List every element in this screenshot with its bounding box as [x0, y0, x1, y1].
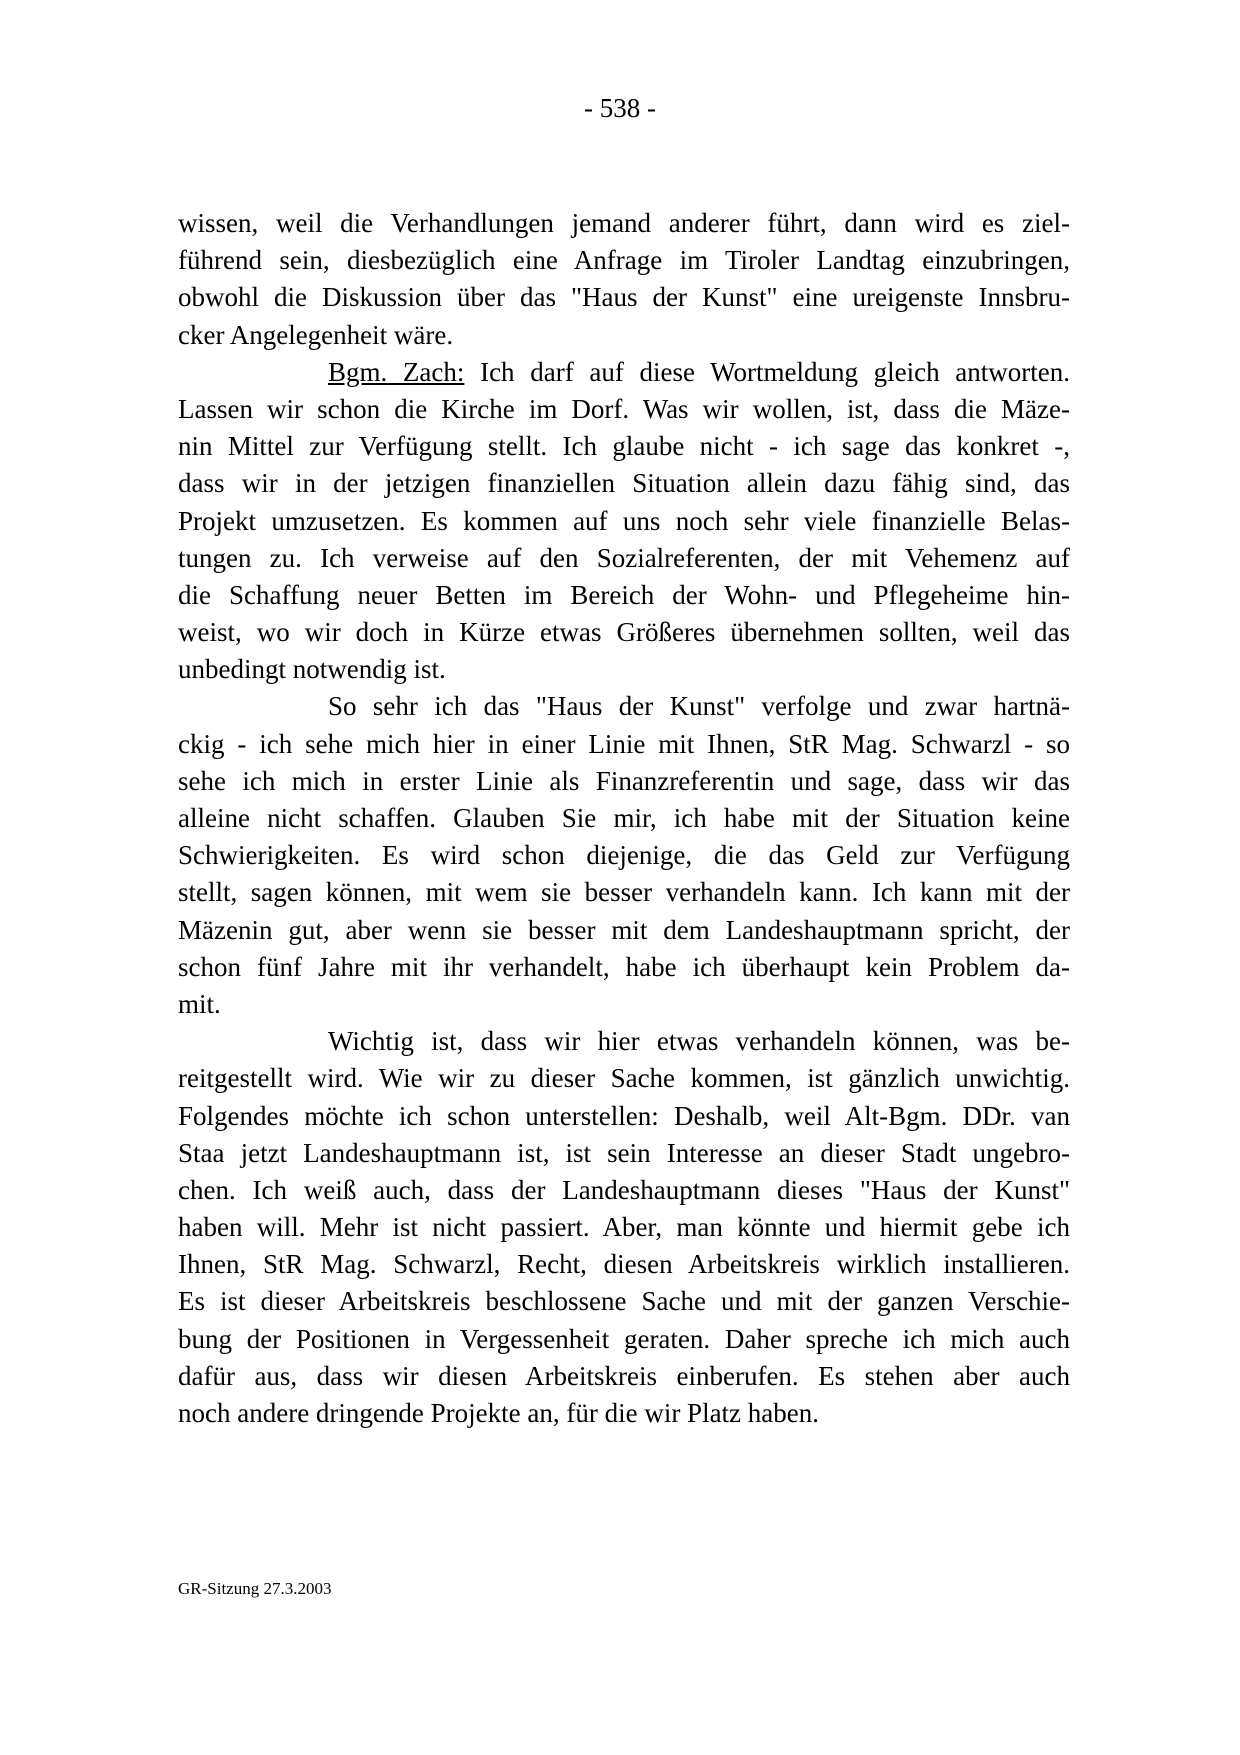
text-line: wissen, weil die Verhandlungen jemand anderer führt, dann wird es ziel-: [178, 208, 1070, 238]
text-line: tungen zu. Ich verweise auf den Sozialreferenten, der mit Vehemenz auf: [178, 542, 1070, 573]
text-line: Wichtig ist, dass wir hier etwas verhandeln können, was be-: [328, 1026, 1070, 1057]
text-line: chen. Ich weiß auch, dass der Landeshauptmann dieses "Haus der Kunst": [178, 1174, 1070, 1205]
footer-session-date: GR-Sitzung 27.3.2003: [178, 1579, 332, 1598]
text-line: die Schaffung neuer Betten im Bereich der Wohn- und Pflegeheime hin-: [178, 579, 1070, 610]
text-line: weist, wo wir doch in Kürze etwas Größeres übernehmen sollten, weil das: [178, 617, 1070, 648]
page-number: - 538 -: [584, 93, 656, 123]
text-line: So sehr ich das "Haus der Kunst" verfolge und zwar hartnä-: [328, 691, 1070, 722]
text-line: führend sein, diesbezüglich eine Anfrage im Tiroler Landtag einzubringen,: [178, 245, 1070, 276]
text-line: Projekt umzusetzen. Es kommen auf uns noch sehr viele finanzielle Belas-: [178, 505, 1070, 536]
text-line: nin Mittel zur Verfügung stellt. Ich glaube nicht - ich sage das konkret -,: [178, 431, 1070, 462]
text-line: cker Angelegenheit wäre.: [178, 319, 454, 350]
text-line: alleine nicht schaffen. Glauben Sie mir, ich habe mit der Situation keine: [178, 803, 1070, 833]
text-line: ckig - ich sehe mich hier in einer Linie mit Ihnen, StR Mag. Schwarzl - so: [178, 728, 1070, 759]
text-line: Lassen wir schon die Kirche im Dorf. Was wir wollen, ist, dass die Mäze-: [178, 393, 1070, 424]
text-line: Schwierigkeiten. Es wird schon diejenige, die das Geld zur Verfügung: [178, 840, 1070, 871]
text-line: Mäzenin gut, aber wenn sie besser mit dem Landeshauptmann spricht, der: [178, 914, 1070, 945]
text-line: Ihnen, StR Mag. Schwarzl, Recht, diesen Arbeitskreis wirklich installieren.: [178, 1249, 1070, 1280]
text-line: mit.: [178, 988, 221, 1019]
body-text: [178, 205, 1070, 1432]
speaker-line: [178, 354, 1070, 391]
text-line: dass wir in der jetzigen finanziellen Situation allein dazu fähig sind, das: [178, 468, 1070, 499]
text-line: haben will. Mehr ist nicht passiert. Aber, man könnte und hiermit gebe ich: [178, 1212, 1070, 1243]
text-line: obwohl die Diskussion über das "Haus der Kunst" eine ureigenste Innsbru-: [178, 282, 1070, 313]
text-line: Folgendes möchte ich schon unterstellen: Deshalb, weil Alt-Bgm. DDr. van: [178, 1100, 1070, 1131]
text-line: noch andere dringende Projekte an, für die wir Platz haben.: [178, 1398, 820, 1428]
text-line: reitgestellt wird. Wie wir zu dieser Sache kommen, ist gänzlich unwichtig.: [178, 1063, 1070, 1094]
text-line: schon fünf Jahre mit ihr verhandelt, habe ich überhaupt kein Problem da-: [178, 951, 1070, 982]
text-line: Staa jetzt Landeshauptmann ist, ist sein Interesse an dieser Stadt ungebro-: [178, 1137, 1070, 1168]
text-line: stellt, sagen können, mit wem sie besser verhandeln kann. Ich kann mit der: [178, 877, 1070, 908]
text-span: Ich darf auf diese Wortmeldung gleich antworten.: [464, 356, 1070, 387]
text-line: dafür aus, dass wir diesen Arbeitskreis einberufen. Es stehen aber auch: [178, 1360, 1070, 1391]
speaker-name: Bgm. Zach:: [328, 356, 465, 387]
text-line: Es ist dieser Arbeitskreis beschlossene Sache und mit der ganzen Verschie-: [178, 1286, 1070, 1317]
text-line: bung der Positionen in Vergessenheit geraten. Daher spreche ich mich auch: [178, 1323, 1070, 1354]
text-line: unbedingt notwendig ist.: [178, 654, 446, 685]
text-line: sehe ich mich in erster Linie als Finanzreferentin und sage, dass wir das: [178, 765, 1070, 796]
